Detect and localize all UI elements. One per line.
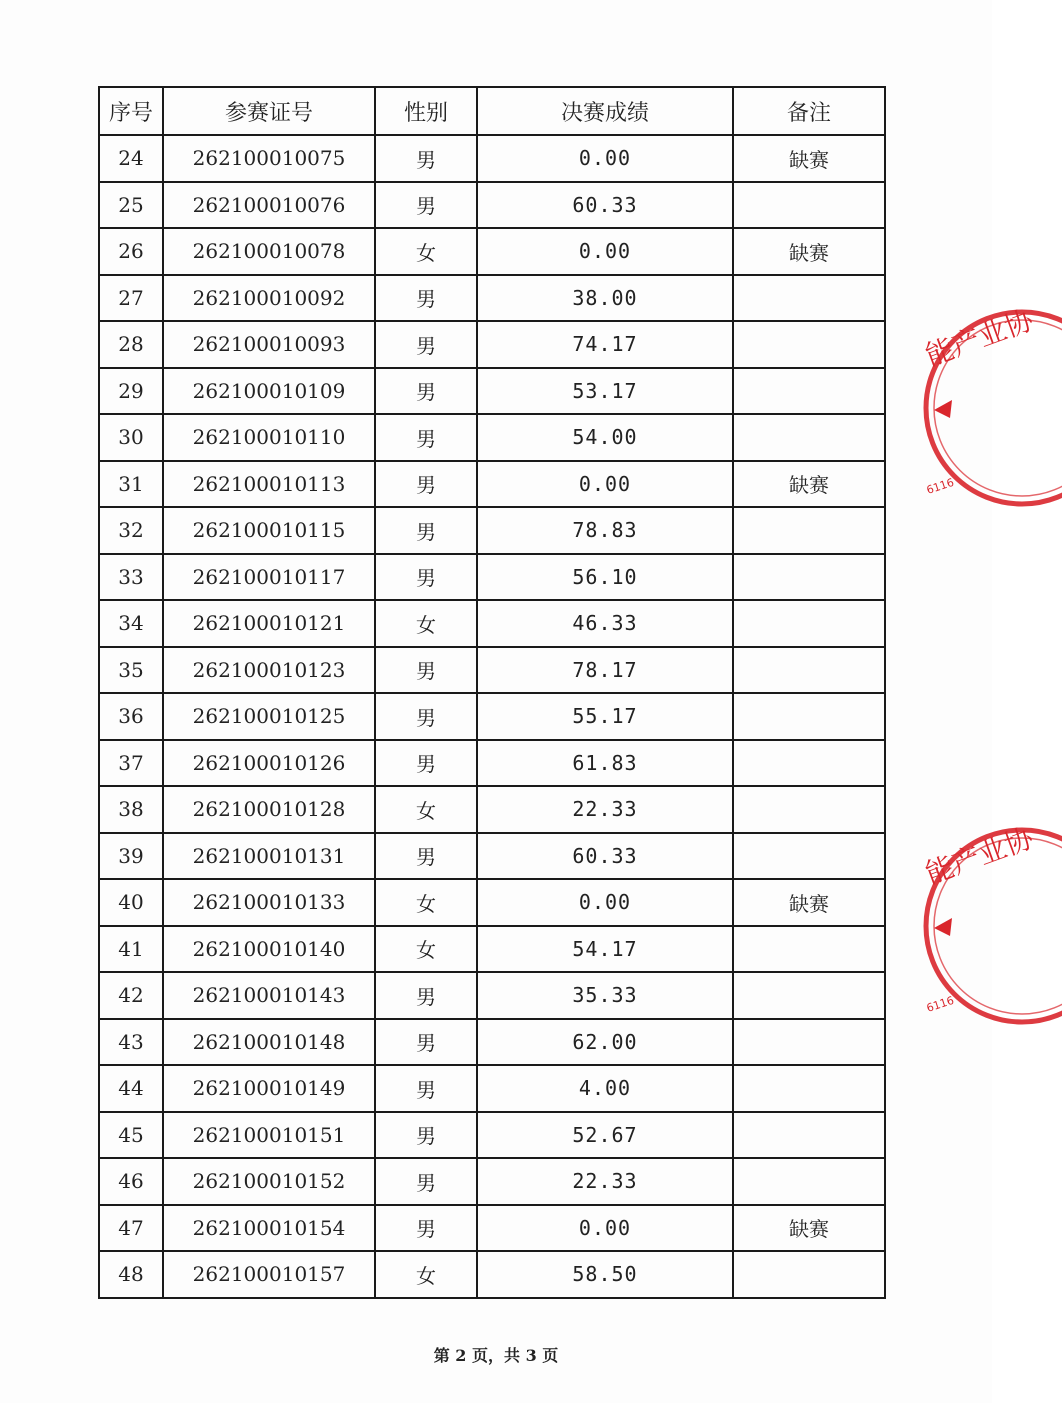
cell-score: 54.17 xyxy=(477,926,733,973)
red-seal-stamp-lower xyxy=(921,821,1038,1026)
header-seq: 序号 xyxy=(99,87,163,135)
cell-seq: 31 xyxy=(99,461,163,508)
table-row xyxy=(99,693,885,740)
cell-id: 262100010157 xyxy=(163,1251,375,1298)
cell-score: 62.00 xyxy=(477,1019,733,1066)
cell-seq: 32 xyxy=(99,507,163,554)
table-row xyxy=(99,414,885,461)
cell-id: 262100010154 xyxy=(163,1205,375,1252)
table-row xyxy=(99,1112,885,1159)
cell-note: 缺赛 xyxy=(733,228,885,275)
cell-score: 46.33 xyxy=(477,600,733,647)
cell-sex: 男 xyxy=(375,135,477,182)
cell-sex: 男 xyxy=(375,1065,477,1112)
table-row xyxy=(99,786,885,833)
cell-score: 4.00 xyxy=(477,1065,733,1112)
cell-seq: 26 xyxy=(99,228,163,275)
table-row xyxy=(99,275,885,322)
cell-id: 262100010151 xyxy=(163,1112,375,1159)
table-row xyxy=(99,600,885,647)
cell-sex: 男 xyxy=(375,1019,477,1066)
cell-seq: 30 xyxy=(99,414,163,461)
cell-sex: 男 xyxy=(375,972,477,1019)
table-row xyxy=(99,1065,885,1112)
cell-sex: 男 xyxy=(375,647,477,694)
table-row xyxy=(99,507,885,554)
cell-sex: 男 xyxy=(375,414,477,461)
cell-id: 262100010131 xyxy=(163,833,375,880)
cell-score: 54.00 xyxy=(477,414,733,461)
cell-seq: 28 xyxy=(99,321,163,368)
cell-score: 22.33 xyxy=(477,786,733,833)
table-row xyxy=(99,182,885,229)
cell-seq: 46 xyxy=(99,1158,163,1205)
cell-sex: 男 xyxy=(375,833,477,880)
table-row xyxy=(99,1251,885,1298)
cell-score: 60.33 xyxy=(477,833,733,880)
table-row xyxy=(99,368,885,415)
seal-number-lower: 6116 xyxy=(924,993,956,1015)
cell-score: 0.00 xyxy=(477,879,733,926)
cell-sex: 男 xyxy=(375,182,477,229)
cell-sex: 男 xyxy=(375,507,477,554)
cell-seq: 25 xyxy=(99,182,163,229)
cell-score: 52.67 xyxy=(477,1112,733,1159)
cell-score: 60.33 xyxy=(477,182,733,229)
cell-score: 56.10 xyxy=(477,554,733,601)
cell-score: 0.00 xyxy=(477,461,733,508)
cell-sex: 女 xyxy=(375,1251,477,1298)
cell-note xyxy=(733,833,885,880)
cell-note xyxy=(733,972,885,1019)
cell-note: 缺赛 xyxy=(733,461,885,508)
cell-note xyxy=(733,275,885,322)
cell-id: 262100010113 xyxy=(163,461,375,508)
cell-note xyxy=(733,182,885,229)
cell-seq: 24 xyxy=(99,135,163,182)
cell-note xyxy=(733,600,885,647)
cell-id: 262100010117 xyxy=(163,554,375,601)
cell-score: 78.17 xyxy=(477,647,733,694)
cell-id: 262100010076 xyxy=(163,182,375,229)
cell-score: 38.00 xyxy=(477,275,733,322)
cell-id: 262100010115 xyxy=(163,507,375,554)
cell-sex: 男 xyxy=(375,554,477,601)
cell-note xyxy=(733,693,885,740)
cell-sex: 男 xyxy=(375,1112,477,1159)
page-number: 第 2 页，共 3 页 xyxy=(433,1346,559,1365)
cell-seq: 39 xyxy=(99,833,163,880)
cell-note: 缺赛 xyxy=(733,879,885,926)
seal-text-top-lower: 能产业协 xyxy=(921,821,1038,891)
cell-id: 262100010128 xyxy=(163,786,375,833)
table-row xyxy=(99,461,885,508)
table-row xyxy=(99,321,885,368)
cell-sex: 男 xyxy=(375,321,477,368)
table-row xyxy=(99,1205,885,1252)
cell-sex: 男 xyxy=(375,1205,477,1252)
cell-score: 0.00 xyxy=(477,1205,733,1252)
cell-id: 262100010152 xyxy=(163,1158,375,1205)
cell-seq: 38 xyxy=(99,786,163,833)
cell-sex: 男 xyxy=(375,461,477,508)
table-row xyxy=(99,647,885,694)
table-row xyxy=(99,135,885,182)
table-header-row xyxy=(99,87,885,135)
cell-note xyxy=(733,926,885,973)
cell-id: 262100010143 xyxy=(163,972,375,1019)
cell-note xyxy=(733,1065,885,1112)
table-row xyxy=(99,228,885,275)
cell-seq: 29 xyxy=(99,368,163,415)
cell-id: 262100010133 xyxy=(163,879,375,926)
cell-score: 74.17 xyxy=(477,321,733,368)
cell-note xyxy=(733,321,885,368)
cell-id: 262100010126 xyxy=(163,740,375,787)
cell-seq: 34 xyxy=(99,600,163,647)
cell-id: 262100010092 xyxy=(163,275,375,322)
table-row xyxy=(99,972,885,1019)
cell-note: 缺赛 xyxy=(733,1205,885,1252)
cell-seq: 37 xyxy=(99,740,163,787)
cell-id: 262100010140 xyxy=(163,926,375,973)
red-seal-stamp xyxy=(921,303,1038,508)
table-row xyxy=(99,1019,885,1066)
cell-sex: 女 xyxy=(375,879,477,926)
cell-seq: 42 xyxy=(99,972,163,1019)
cell-seq: 44 xyxy=(99,1065,163,1112)
cell-seq: 45 xyxy=(99,1112,163,1159)
cell-note xyxy=(733,1112,885,1159)
cell-seq: 40 xyxy=(99,879,163,926)
header-id: 参赛证号 xyxy=(163,87,375,135)
cell-id: 262100010078 xyxy=(163,228,375,275)
cell-seq: 47 xyxy=(99,1205,163,1252)
cell-note xyxy=(733,1158,885,1205)
table-row xyxy=(99,879,885,926)
cell-note xyxy=(733,786,885,833)
header-note: 备注 xyxy=(733,87,885,135)
cell-note: 缺赛 xyxy=(733,135,885,182)
table-row xyxy=(99,926,885,973)
cell-sex: 女 xyxy=(375,926,477,973)
seal-text-top: 能产业协 xyxy=(921,303,1038,373)
cell-seq: 43 xyxy=(99,1019,163,1066)
cell-score: 53.17 xyxy=(477,368,733,415)
cell-sex: 男 xyxy=(375,275,477,322)
cell-score: 0.00 xyxy=(477,228,733,275)
cell-score: 0.00 xyxy=(477,135,733,182)
results-table xyxy=(98,86,886,1299)
cell-note xyxy=(733,1019,885,1066)
cell-sex: 女 xyxy=(375,786,477,833)
seal-number: 6116 xyxy=(924,475,956,497)
cell-seq: 27 xyxy=(99,275,163,322)
header-score: 决赛成绩 xyxy=(477,87,733,135)
cell-note xyxy=(733,1251,885,1298)
cell-sex: 男 xyxy=(375,1158,477,1205)
cell-score: 35.33 xyxy=(477,972,733,1019)
cell-sex: 女 xyxy=(375,228,477,275)
header-sex: 性别 xyxy=(375,87,477,135)
cell-seq: 33 xyxy=(99,554,163,601)
table-row xyxy=(99,554,885,601)
cell-note xyxy=(733,647,885,694)
cell-seq: 48 xyxy=(99,1251,163,1298)
cell-sex: 男 xyxy=(375,740,477,787)
cell-sex: 男 xyxy=(375,693,477,740)
table-body xyxy=(99,135,885,1298)
cell-note xyxy=(733,368,885,415)
cell-id: 262100010149 xyxy=(163,1065,375,1112)
cell-note xyxy=(733,507,885,554)
cell-sex: 男 xyxy=(375,368,477,415)
cell-note xyxy=(733,554,885,601)
cell-sex: 女 xyxy=(375,600,477,647)
cell-seq: 36 xyxy=(99,693,163,740)
cell-id: 262100010093 xyxy=(163,321,375,368)
cell-id: 262100010125 xyxy=(163,693,375,740)
cell-score: 22.33 xyxy=(477,1158,733,1205)
table-row xyxy=(99,740,885,787)
cell-note xyxy=(733,414,885,461)
cell-id: 262100010109 xyxy=(163,368,375,415)
cell-seq: 41 xyxy=(99,926,163,973)
cell-score: 78.83 xyxy=(477,507,733,554)
table-row xyxy=(99,833,885,880)
cell-id: 262100010110 xyxy=(163,414,375,461)
table-row xyxy=(99,1158,885,1205)
cell-note xyxy=(733,740,885,787)
cell-seq: 35 xyxy=(99,647,163,694)
cell-score: 58.50 xyxy=(477,1251,733,1298)
cell-score: 61.83 xyxy=(477,740,733,787)
cell-id: 262100010123 xyxy=(163,647,375,694)
cell-id: 262100010075 xyxy=(163,135,375,182)
cell-id: 262100010121 xyxy=(163,600,375,647)
cell-id: 262100010148 xyxy=(163,1019,375,1066)
cell-score: 55.17 xyxy=(477,693,733,740)
